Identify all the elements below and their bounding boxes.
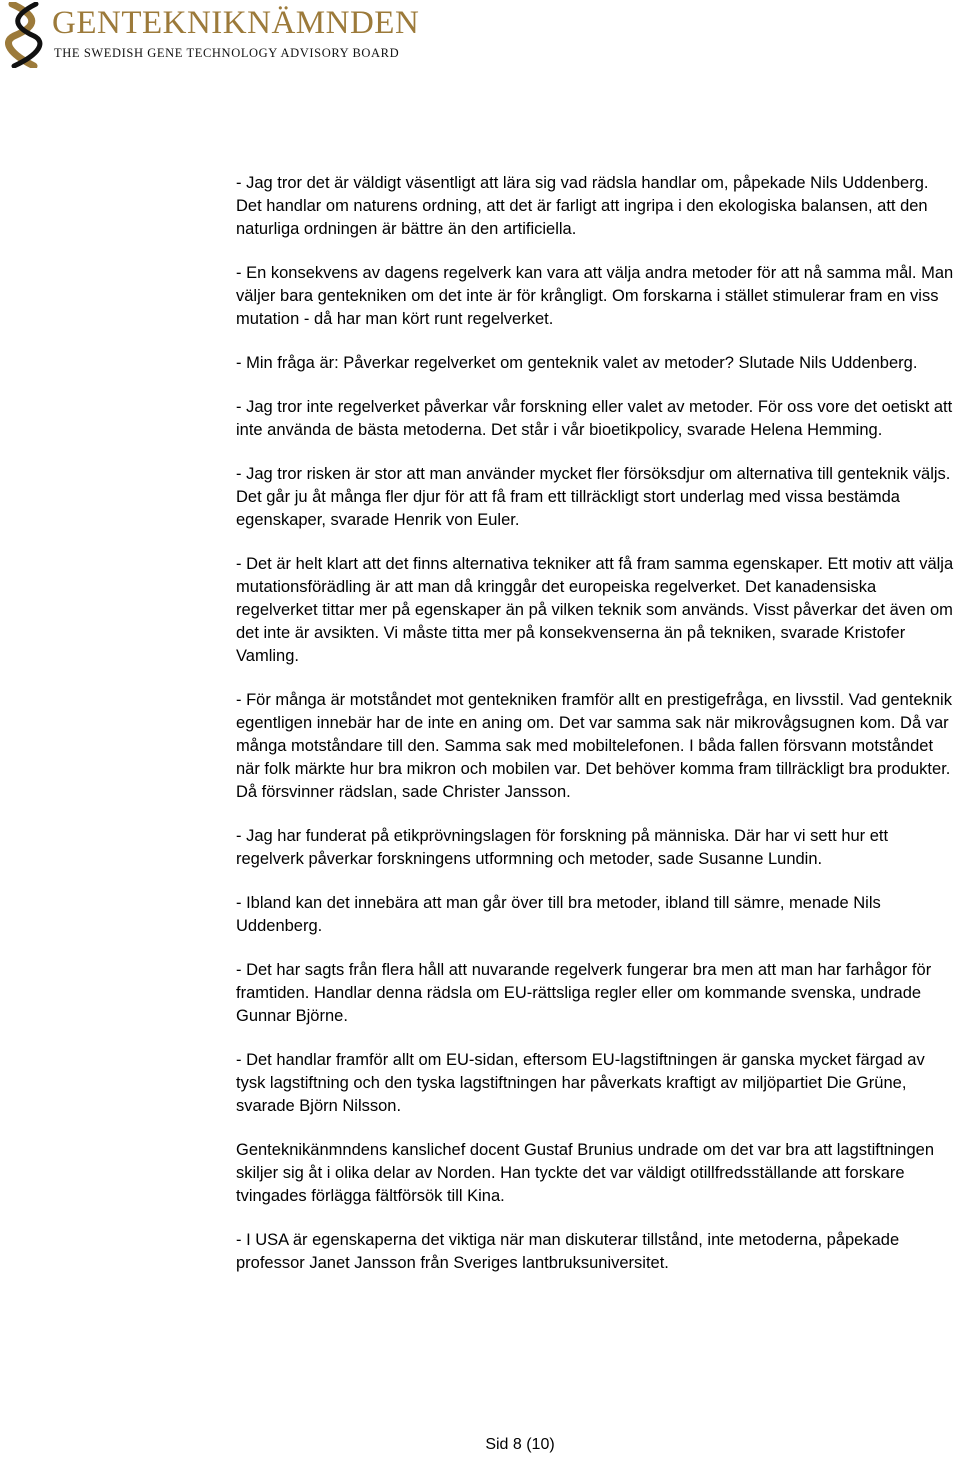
paragraph: - Det är helt klart att det finns alternativa tekniker att få fram samma egenskaper. Ett motiv att välja mutationsförädling är att man då kringgår det europeiska regelverket. Det kanadensiska regelverket tittar mer på egenskaper än på vilken teknik som används. Visst påverkar det även om det inte är avsikten. Vi måste titta mer på konsekvenserna än på tekniken, svarade Kristofer Vamling. — [236, 555, 954, 665]
paragraph: - Jag har funderat på etikprövningslagen för forskning på människa. Där har vi sett hur ett regelverk påverkar forskningens utformning och metoder, sade Susanne Lundin. — [236, 827, 889, 868]
paragraph: - Det handlar framför allt om EU-sidan, eftersom EU-lagstiftningen är ganska mycket färgad av tysk lagstiftning och den tyska lagstiftningen har påverkats kraftigt av miljöpartiet Die Grüne, svarade Björn Nilsson. — [236, 1051, 925, 1115]
dna-helix-icon — [4, 2, 46, 68]
paragraph: - Min fråga är: Påverkar regelverket om genteknik valet av metoder? Slutade Nils Uddenberg. — [236, 354, 918, 372]
paragraph: - Jag tror det är väldigt väsentligt att lära sig vad rädsla handlar om, påpekade Nils Uddenberg. Det handlar om naturens ordning, att det är farligt att ingripa i den ekologiska balansen, att den naturliga ordningen är bättre än den artificiella. — [236, 174, 929, 238]
paragraph: - Jag tror risken är stor att man använder mycket fler försöksdjur om alternativa till genteknik väljs. Det går ju åt många fler djur för att få fram ett tillräckligt stort underlag med vissa bestämda egenskaper, svarade Henrik von Euler. — [236, 465, 951, 529]
paragraph: Genteknikänmndens kanslichef docent Gustaf Brunius undrade om det var bra att lagstiftningen skiljer sig åt i olika delar av Norden. Han tyckte det var väldigt otillfredsställande att forskare tvingades förlägga fältförsök till Kina. — [236, 1141, 934, 1205]
org-subtitle: THE SWEDISH GENE TECHNOLOGY ADVISORY BOARD — [54, 46, 400, 60]
paragraph: - Jag tror inte regelverket påverkar vår forskning eller valet av metoder. För oss vore det oetiskt att inte använda de bästa metoderna. Det står i vår bioetikpolicy, svarade Helena Hemming. — [236, 398, 953, 439]
paragraph: - En konsekvens av dagens regelverk kan vara att välja andra metoder för att nå samma mål. Man väljer bara gentekniken om det inte är för krångligt. Om forskarna i stället stimulerar fram en viss mutation - då har man kört runt regelverket. — [236, 264, 954, 328]
document-body — [236, 172, 956, 1296]
paragraph: - Ibland kan det innebära att man går över till bra metoder, ibland till sämre, menade Nils Uddenberg. — [236, 894, 881, 935]
page-number: Sid 8 (10) — [485, 1436, 555, 1453]
paragraph: - I USA är egenskaperna det viktiga när man diskuterar tillstånd, inte metoderna, påpekade professor Janet Jansson från Sveriges lantbruksuniversitet. — [236, 1231, 900, 1272]
org-name: GENTEKNIKNÄMNDEN — [52, 5, 420, 41]
page-header — [0, 0, 460, 72]
paragraph: - Det har sagts från flera håll att nuvarande regelverk fungerar bra men att man har farhågor för framtiden. Handlar denna rädsla om EU-rättsliga regler eller om kommande svenska, undrade Gunnar Björne. — [236, 961, 932, 1025]
paragraph: - För många är motståndet mot gentekniken framför allt en prestigefråga, en livsstil. Vad genteknik egentligen innebär har de inte en aning om. Det var samma sak när mikrovågsugnen kom. Då var många motståndare till den. Samma sak med mobiltelefonen. I båda fallen försvann motståndet när folk märkte hur bra mikron och mobilen var. Det behöver komma fram tillräckligt bra produkter. Då försvinner rädslan, sade Christer Jansson. — [236, 691, 952, 801]
